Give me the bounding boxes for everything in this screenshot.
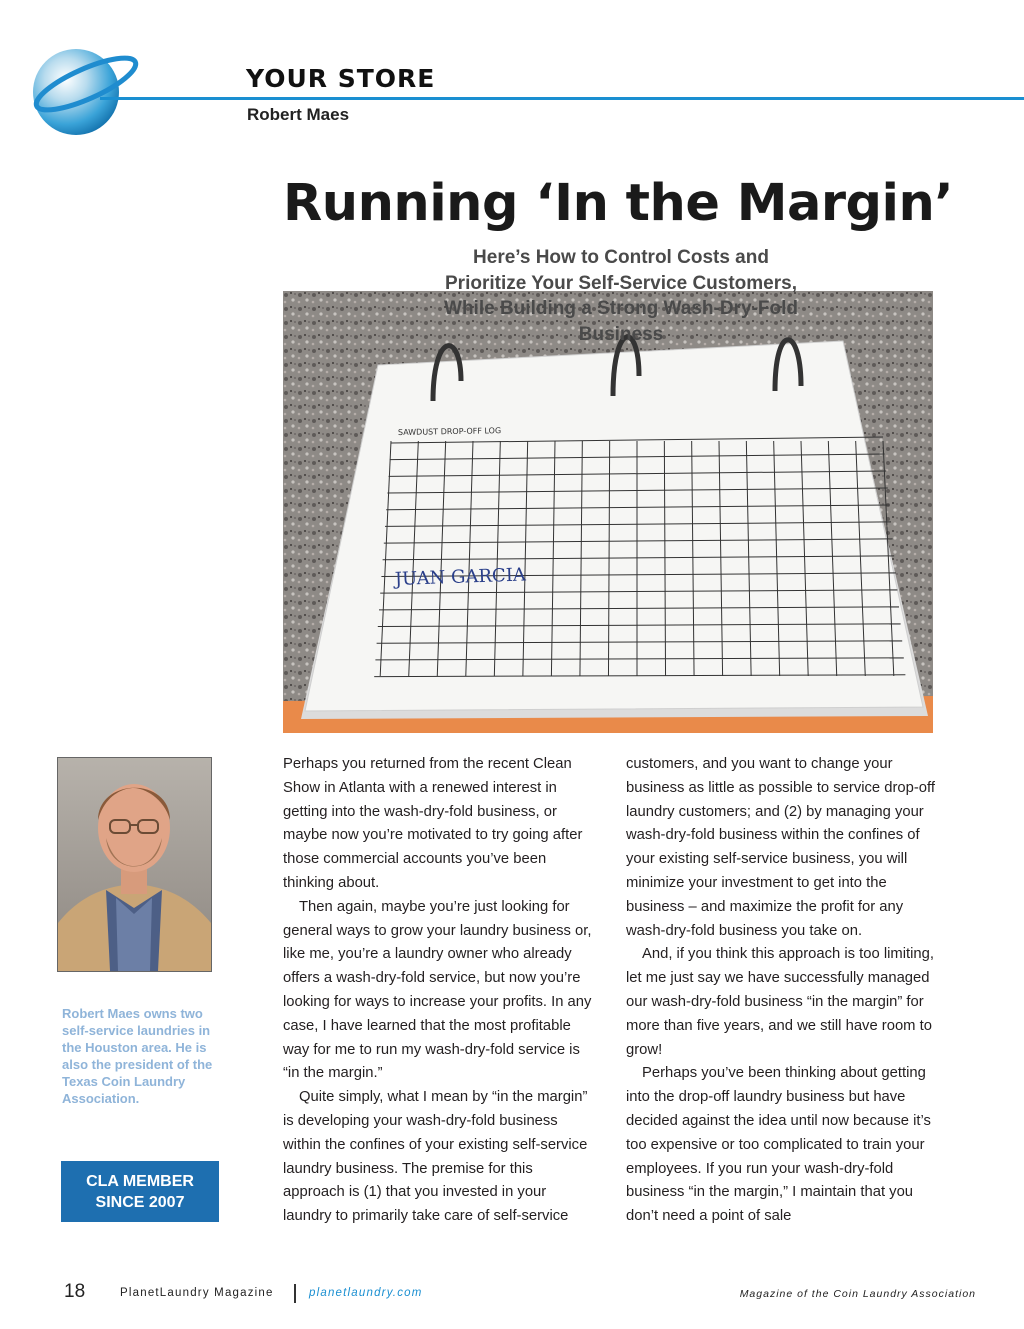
drop-off-log-photo	[283, 291, 933, 733]
author-bio: Robert Maes owns two self-service laundries in the Houston area. He is also the president of the Texas Coin Laundry Association.	[62, 1006, 213, 1106]
badge-line-1: CLA MEMBER	[86, 1172, 194, 1190]
site-url-link[interactable]: planetlaundry.com	[309, 1287, 423, 1299]
body-column-1	[283, 753, 595, 1229]
article-title: Running ‘In the Margin’	[283, 174, 954, 233]
footer-tagline: Magazine of the Coin Laundry Association	[739, 1288, 976, 1300]
author-portrait	[57, 757, 212, 972]
body-column-2	[626, 753, 936, 1229]
cla-member-badge	[61, 1161, 219, 1222]
planet-logo-icon	[28, 44, 142, 138]
log-heading: SAWDUST DROP-OFF LOG	[397, 426, 502, 437]
author-photo	[58, 758, 211, 971]
article-deck: Here’s How to Control Costs and Prioritize Your Self-Service Customers, While Building a Strong Wash-Dry-Fold Business	[444, 247, 798, 345]
body-paragraph: And, if you think this approach is too limiting, let me just say we have successfully managed our wash-dry-fold business “in the margin” for more than five years, and we still have room to grow!	[626, 946, 934, 1058]
body-paragraph: Quite simply, what I mean by “in the margin” is developing your wash-dry-fold business within the confines of your existing self-service laundry business. The premise for this approach is (1) that you invested in your laundry to primarily take care of self-service	[283, 1089, 588, 1225]
page-number: 18	[64, 1281, 86, 1302]
header-rule	[100, 97, 1024, 100]
magazine-name: PlanetLaundry Magazine	[120, 1287, 274, 1299]
section-label: YOUR STORE	[246, 64, 436, 93]
body-paragraph: Perhaps you returned from the recent Clean Show in Atlanta with a renewed interest in getting into the wash-dry-fold business, or maybe now you’re motivated to try going after those commercial accounts you’ve been thinking about.	[283, 756, 583, 891]
footer-divider	[294, 1284, 296, 1303]
body-paragraph: customers, and you want to change your business as little as possible to service drop-off laundry customers; and (2) by managing your wash-dry-fold business within the confines of your existing self-service business, you will minimize your investment to get into the business – and maximize the profit for any wash-dry-fold business you take on.	[626, 756, 935, 939]
body-paragraph: Then again, maybe you’re just looking for general ways to grow your laundry business or, like me, you’re a laundry owner who already offers a wash-dry-fold service, but now you’re looking for ways to increase your profits. In any case, I have learned that the most profitable way for me to run my wash-dry-fold service is “in the margin.”	[283, 898, 592, 1082]
body-paragraph: Perhaps you’ve been thinking about getting into the drop-off laundry business but have decided against the idea until now because it’s too expensive or too complicated to train your employees. If you run your wash-dry-fold business “in the margin,” I maintain that you don’t need a point of sale	[626, 1065, 931, 1225]
log-entry-name: JUAN GARCIA	[394, 564, 527, 590]
author-byline: Robert Maes	[247, 105, 350, 124]
badge-line-2: SINCE 2007	[95, 1193, 185, 1211]
article-photo	[283, 291, 933, 733]
